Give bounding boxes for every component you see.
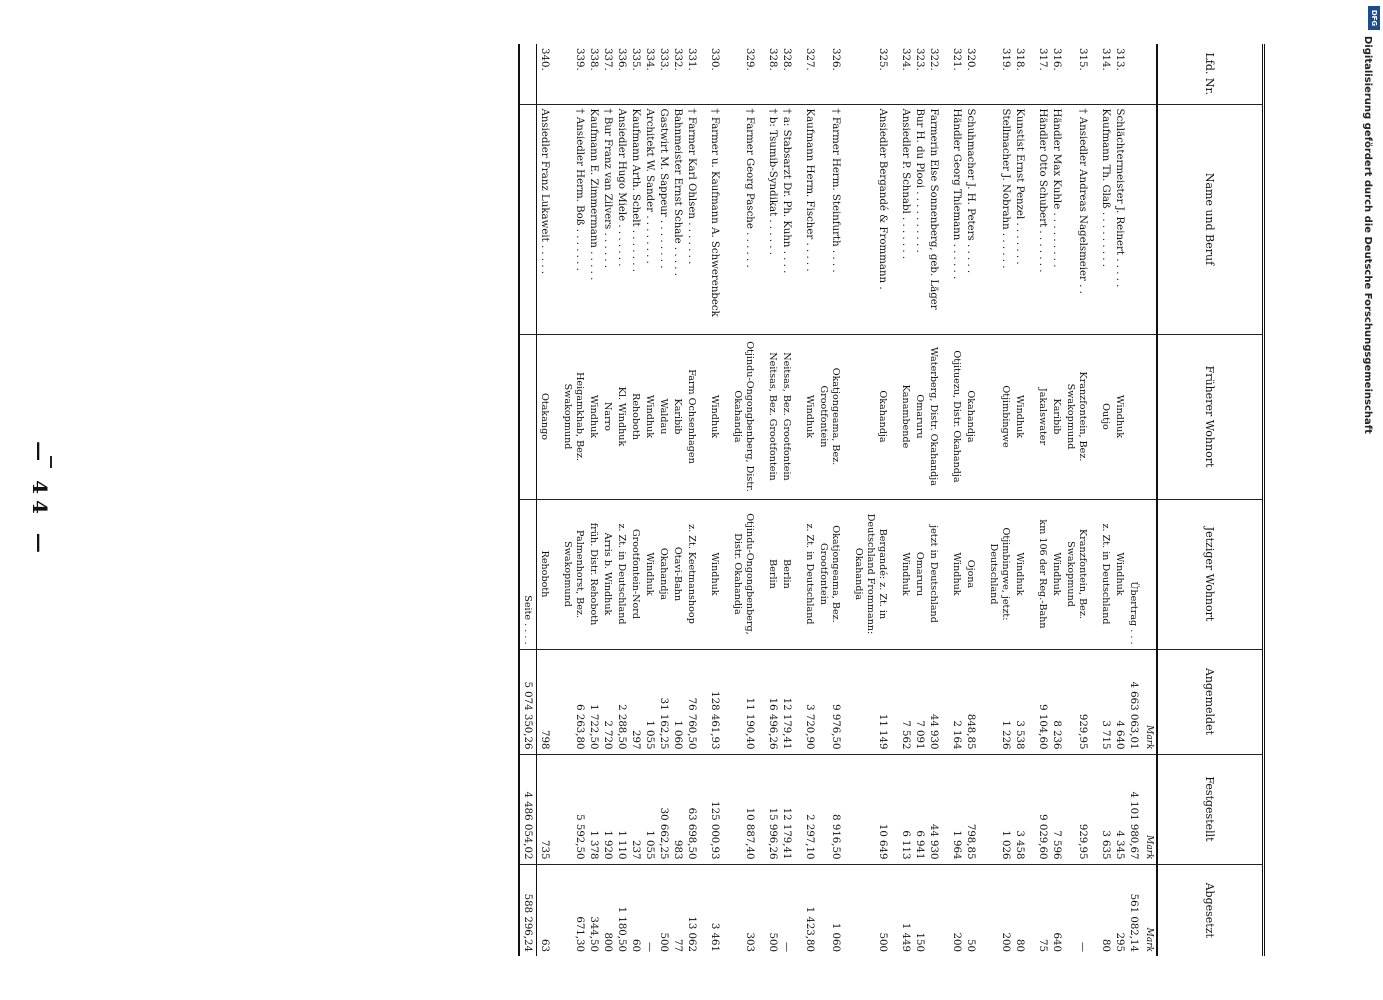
row-name: † Farmer Herm. Steinfurth . . . . bbox=[816, 104, 842, 334]
row-curr-residence: früh. Distr. Rehoboth bbox=[586, 499, 600, 649]
row-prev-residence: Karibib bbox=[670, 334, 684, 499]
table-row bbox=[963, 44, 977, 956]
row-abgesetzt: 50 bbox=[965, 939, 976, 952]
carry-angemeldet: 4 663 063,01 bbox=[1126, 649, 1140, 754]
sidebar-credit-text: Digitalisierung gefördert durch die Deutsche Forschungsgemeinschaft bbox=[1362, 36, 1373, 434]
row-prev-residence: Windhuk bbox=[1012, 334, 1026, 499]
row-prev-residence: Neitsas, Bez. Grootfontein bbox=[779, 334, 793, 499]
total-angemeldet: 5 074 350,26 bbox=[520, 649, 537, 754]
table-row bbox=[765, 44, 779, 956]
row-name: † Farmer Georg Pasche . . . . . . bbox=[730, 104, 756, 334]
row-abgesetzt: 1 449 bbox=[900, 922, 911, 952]
row-curr-residence: Windhuk bbox=[707, 499, 721, 649]
row-angemeldet: 12 179,41 bbox=[779, 649, 793, 754]
row-nr: 313. bbox=[1112, 44, 1126, 104]
row-festgestellt: 1 110 bbox=[614, 754, 628, 864]
row-festgestellt: 6 113 bbox=[898, 754, 912, 864]
row-nr: 322. bbox=[926, 44, 940, 104]
row-festgestellt: 63 698,50 bbox=[684, 754, 698, 864]
row-curr-residence: z. Zt. in Deutschland bbox=[614, 499, 628, 649]
row-name: † Farmer Karl Ohlsen . . . . . . . bbox=[684, 104, 698, 334]
table-row bbox=[912, 44, 926, 956]
row-angemeldet: 798 bbox=[537, 649, 552, 754]
row-name: Farmerin Else Sonnenberg, geb. Läger bbox=[926, 104, 940, 334]
row-nr: 324. bbox=[898, 44, 912, 104]
row-festgestellt: 15 996,26 bbox=[765, 754, 779, 864]
table-row bbox=[1063, 44, 1089, 956]
row-name: † Ansiedler Andreas Nagelsmeier . . bbox=[1063, 104, 1089, 334]
row-curr-residence: Otjimbingwe, jetzt: Deutschland bbox=[986, 499, 1012, 649]
row-prev-residence: Narro bbox=[600, 334, 614, 499]
row-name: † a: Stabsarzt Dr. Ph. Kuhn . . . . bbox=[779, 104, 793, 334]
ledger-table bbox=[520, 44, 1262, 956]
row-festgestellt: 1 920 bbox=[600, 754, 614, 864]
row-nr: 332. bbox=[670, 44, 684, 104]
row-nr: 339. bbox=[560, 44, 586, 104]
row-angemeldet: 929,95 bbox=[1063, 649, 1089, 754]
table-row bbox=[1035, 44, 1049, 956]
row-nr: 327. bbox=[802, 44, 816, 104]
ledger-frame bbox=[518, 44, 1265, 956]
header-prev-residence: Früherer Wohnort bbox=[1157, 334, 1262, 499]
row-angemeldet: 31 162,25 bbox=[656, 649, 670, 754]
row-curr-residence: Rehoboth bbox=[537, 499, 552, 649]
unit-row bbox=[1140, 44, 1157, 956]
row-angemeldet: 6 263,80 bbox=[560, 649, 586, 754]
row-angemeldet: 1 060 bbox=[670, 649, 684, 754]
carry-festgestellt: 4 101 980,67 bbox=[1126, 754, 1140, 864]
row-spacer bbox=[721, 44, 730, 956]
row-prev-residence: Otakango bbox=[537, 334, 552, 499]
row-abgesetzt: 77 bbox=[672, 939, 683, 952]
ledger-body bbox=[537, 44, 1158, 956]
row-festgestellt: 1 026 bbox=[986, 754, 1012, 864]
row-nr: 314. bbox=[1098, 44, 1112, 104]
row-curr-residence: Berlin bbox=[779, 499, 793, 649]
row-prev-residence: Windhuk bbox=[1112, 334, 1126, 499]
row-curr-residence: Okatjongeama, Bez. Grootfontein bbox=[816, 499, 842, 649]
row-nr: 321. bbox=[949, 44, 963, 104]
row-prev-residence: Kranzfontein, Bez. Swakopmund bbox=[1063, 334, 1089, 499]
row-prev-residence: Otjituezu, Distr. Okahandja bbox=[949, 334, 963, 499]
row-festgestellt: 798,85 bbox=[963, 754, 977, 864]
row-angemeldet: 16 496,26 bbox=[765, 649, 779, 754]
header-abgesetzt: Abgesetzt bbox=[1203, 882, 1217, 938]
table-row bbox=[730, 44, 756, 956]
row-festgestellt: 1 378 bbox=[586, 754, 600, 864]
row-curr-residence: z. Zt. in Deutschland bbox=[1098, 499, 1112, 649]
row-nr: 319. bbox=[986, 44, 1012, 104]
row-name: † b: Tsumib-Syndikat . . . . . . bbox=[765, 104, 779, 334]
row-name: Ansiedler Hugo Miele . . . . . . . bbox=[614, 104, 628, 334]
row-prev-residence: Windhuk bbox=[802, 334, 816, 499]
row-nr: 340. bbox=[537, 44, 552, 104]
row-abgesetzt: 80 bbox=[1100, 939, 1111, 952]
row-abgesetzt: 640 bbox=[1051, 932, 1062, 952]
row-angemeldet: 9 976,50 bbox=[816, 649, 842, 754]
row-angemeldet: 3 538 bbox=[1012, 649, 1026, 754]
row-prev-residence: Outjo bbox=[1098, 334, 1112, 499]
row-abgesetzt: 75 bbox=[1037, 939, 1048, 952]
row-abgesetzt: 800 bbox=[602, 932, 613, 952]
row-nr: 333. bbox=[656, 44, 670, 104]
row-festgestellt: 30 662,25 bbox=[656, 754, 670, 864]
row-prev-residence: Neitsas, Bez. Grootfontein bbox=[765, 334, 779, 499]
row-name: Stellmacher J. Nobrahn . . . . . . bbox=[986, 104, 1012, 334]
row-angemeldet: 1 722,50 bbox=[586, 649, 600, 754]
table-row bbox=[802, 44, 816, 956]
row-name: Kaufmann Herm. Fischer . . . . . bbox=[802, 104, 816, 334]
header-curr-residence: Jetziger Wohnort bbox=[1157, 499, 1262, 649]
row-name: Ansiedler Franz Lukaweit . . . . . bbox=[537, 104, 552, 334]
row-curr-residence: Otavi-Bahn bbox=[670, 499, 684, 649]
row-prev-residence: Okatjongeama, Bez. Grootfontein bbox=[816, 334, 842, 499]
table-row bbox=[898, 44, 912, 956]
table-row bbox=[851, 44, 889, 956]
row-angemeldet: 2 164 bbox=[949, 649, 963, 754]
row-nr: 320. bbox=[963, 44, 977, 104]
unit-angemeldet: Mark bbox=[1140, 649, 1157, 754]
row-angemeldet: 44 930 bbox=[926, 649, 940, 754]
table-row bbox=[600, 44, 614, 956]
row-spacer bbox=[793, 44, 802, 956]
row-name: Händler Otto Schubert . . . . . . . bbox=[1035, 104, 1049, 334]
row-prev-residence: Windhuk bbox=[642, 334, 656, 499]
row-angemeldet: 7 091 bbox=[912, 649, 926, 754]
row-spacer bbox=[756, 44, 765, 956]
row-curr-residence: Windhuk bbox=[642, 499, 656, 649]
table-row bbox=[1012, 44, 1026, 956]
header-festgestellt: Festgestellt bbox=[1157, 754, 1262, 864]
table-row bbox=[1098, 44, 1112, 956]
row-nr: 323. bbox=[912, 44, 926, 104]
table-row bbox=[537, 44, 552, 956]
table-row bbox=[986, 44, 1012, 956]
row-prev-residence: Okahandja bbox=[963, 334, 977, 499]
carry-abgesetzt: 561 082,14 bbox=[1128, 893, 1139, 952]
row-angemeldet: 76 760,50 bbox=[684, 649, 698, 754]
table-row bbox=[684, 44, 698, 956]
row-abgesetzt: 1 180,50 bbox=[616, 906, 627, 952]
total-label: Seite . . . . bbox=[520, 499, 537, 649]
row-nr: 326. bbox=[816, 44, 842, 104]
row-nr: 325. bbox=[851, 44, 889, 104]
row-festgestellt: 6 941 bbox=[912, 754, 926, 864]
header-angemeldet: Angemeldet bbox=[1157, 649, 1262, 754]
row-name: Händler Max Kuhle . . . . . . . . . bbox=[1049, 104, 1063, 334]
row-festgestellt: 3 458 bbox=[1012, 754, 1026, 864]
row-name: Gastwirt M. Sappeur . . . . . . . . bbox=[656, 104, 670, 334]
row-name: Schlächtermeister J. Reinert . . . . . bbox=[1112, 104, 1126, 334]
row-name: Kaufmann Arth. Schelt . . . . . . . bbox=[628, 104, 642, 334]
row-curr-residence: Okahandja bbox=[656, 499, 670, 649]
row-name: † Bur Franz van Zilvers . . . . . . bbox=[600, 104, 614, 334]
row-prev-residence: Okahandja bbox=[851, 334, 889, 499]
row-nr: 338. bbox=[586, 44, 600, 104]
row-prev-residence: Waldau bbox=[656, 334, 670, 499]
row-spacer bbox=[698, 44, 707, 956]
row-nr: 331. bbox=[684, 44, 698, 104]
table-row bbox=[1112, 44, 1126, 956]
row-festgestellt: 5 592,50 bbox=[560, 754, 586, 864]
row-name: Ansiedler Bergandé & Frommann . bbox=[851, 104, 889, 334]
row-spacer bbox=[940, 44, 949, 956]
header-nr: Lfd. Nr. bbox=[1157, 44, 1262, 104]
page-number-value: 44 bbox=[28, 480, 52, 520]
row-spacer bbox=[977, 44, 986, 956]
row-angemeldet: 3 720,90 bbox=[802, 649, 816, 754]
row-abgesetzt: 344,50 bbox=[588, 916, 599, 952]
row-prev-residence: Kl. Windhuk bbox=[614, 334, 628, 499]
page-number: — 44 — bbox=[28, 441, 52, 559]
row-festgestellt: 8 916,50 bbox=[816, 754, 842, 864]
row-nr: 315. bbox=[1063, 44, 1089, 104]
row-prev-residence: Jakalswater bbox=[1035, 334, 1049, 499]
row-curr-residence: Berlin bbox=[765, 499, 779, 649]
row-prev-residence: Otjimbingwe bbox=[986, 334, 1012, 499]
row-abgesetzt: 60 bbox=[630, 939, 641, 952]
table-row bbox=[779, 44, 793, 956]
row-name: Ansiedler P. Schnabl . . . . . . . bbox=[898, 104, 912, 334]
table-row bbox=[816, 44, 842, 956]
row-angemeldet: 3 715 bbox=[1098, 649, 1112, 754]
row-prev-residence: Windhuk bbox=[586, 334, 600, 499]
row-abgesetzt: 150 bbox=[914, 932, 925, 952]
row-name: Händler Georg Thiemann . . . . . . bbox=[949, 104, 963, 334]
row-curr-residence: Otjindu-Ongongbenberg, Distr. Okahandja bbox=[730, 499, 756, 649]
row-abgesetzt: 80 bbox=[1014, 939, 1025, 952]
row-nr: 318. bbox=[1012, 44, 1026, 104]
row-curr-residence: Grootfontein-Nord bbox=[628, 499, 642, 649]
row-angemeldet: 11 190,40 bbox=[730, 649, 756, 754]
row-abgesetzt: 1 060 bbox=[830, 922, 841, 952]
row-nr: 330. bbox=[707, 44, 721, 104]
row-curr-residence: Ojona bbox=[963, 499, 977, 649]
row-festgestellt: 12 179,41 bbox=[779, 754, 793, 864]
row-name: Kaufmann Th. Glaß . . . . . . . . . bbox=[1098, 104, 1112, 334]
row-angemeldet: 2 720 bbox=[600, 649, 614, 754]
row-nr: 317. bbox=[1035, 44, 1049, 104]
row-name: Kaufmann E. Zimmermann . . . . . bbox=[586, 104, 600, 334]
row-abgesetzt: 3 461 bbox=[709, 922, 720, 952]
row-angemeldet: 297 bbox=[628, 649, 642, 754]
row-curr-residence: Omaruru bbox=[912, 499, 926, 649]
row-festgestellt: 983 bbox=[670, 754, 684, 864]
row-spacer bbox=[551, 44, 560, 956]
row-abgesetzt: 13 062 bbox=[686, 916, 697, 952]
row-curr-residence: Palmenhorst, Bez. Swakopmund bbox=[560, 499, 586, 649]
row-curr-residence: jetzt in Deutschland bbox=[926, 499, 940, 649]
row-curr-residence: z. Zt. in Deutschland bbox=[802, 499, 816, 649]
row-name: † Ansiedler Herm. Boß . . . . . . . bbox=[560, 104, 586, 334]
row-angemeldet: 9 104,60 bbox=[1035, 649, 1049, 754]
row-angemeldet: 4 640 bbox=[1112, 649, 1126, 754]
row-abgesetzt: 671,30 bbox=[574, 916, 585, 952]
row-name: Bur H. du Plooi . . . . . . . . . . bbox=[912, 104, 926, 334]
row-prev-residence: Otjindu-Ongongbenberg, Distr. Okahandja bbox=[730, 334, 756, 499]
row-nr: 328. bbox=[779, 44, 793, 104]
row-festgestellt: 125 000,93 bbox=[707, 754, 721, 864]
row-festgestellt: 237 bbox=[628, 754, 642, 864]
row-abgesetzt bbox=[926, 864, 940, 956]
row-prev-residence: Rehoboth bbox=[628, 334, 642, 499]
row-festgestellt: 3 635 bbox=[1098, 754, 1112, 864]
row-curr-residence: Windhuk bbox=[1049, 499, 1063, 649]
row-angemeldet: 848,85 bbox=[963, 649, 977, 754]
table-row bbox=[926, 44, 940, 956]
row-festgestellt: 1 964 bbox=[949, 754, 963, 864]
row-festgestellt: 2 297,10 bbox=[802, 754, 816, 864]
table-row bbox=[670, 44, 684, 956]
row-abgesetzt: 500 bbox=[767, 932, 778, 952]
row-curr-residence: Windhuk bbox=[898, 499, 912, 649]
row-abgesetzt: 295 bbox=[1114, 932, 1125, 952]
table-row bbox=[656, 44, 670, 956]
row-festgestellt: 4 345 bbox=[1112, 754, 1126, 864]
row-festgestellt: 7 596 bbox=[1049, 754, 1063, 864]
unit-abgesetzt: Mark bbox=[1144, 927, 1154, 952]
unit-festgestellt: Mark bbox=[1140, 754, 1157, 864]
row-curr-residence: Windhuk bbox=[1112, 499, 1126, 649]
row-name: Kunstist Ernst Penzel . . . . . . . bbox=[1012, 104, 1026, 334]
row-curr-residence: Kranzfontein, Bez. Swakopmund bbox=[1063, 499, 1089, 649]
row-festgestellt: 10 649 bbox=[851, 754, 889, 864]
row-abgesetzt: 200 bbox=[951, 932, 962, 952]
row-nr: 335. bbox=[628, 44, 642, 104]
carry-row bbox=[1126, 44, 1140, 956]
row-angemeldet: 1 055 bbox=[642, 649, 656, 754]
carry-label: Übertrag . . . bbox=[1126, 499, 1140, 649]
row-angemeldet: 2 288,50 bbox=[614, 649, 628, 754]
row-name: Bahnmeister Ernst Schale . . . . . bbox=[670, 104, 684, 334]
row-abgesetzt: — bbox=[644, 941, 655, 952]
table-row bbox=[949, 44, 963, 956]
row-abgesetzt: 500 bbox=[658, 932, 669, 952]
row-abgesetzt: 500 bbox=[877, 932, 888, 952]
row-nr: 334. bbox=[642, 44, 656, 104]
total-row bbox=[520, 44, 537, 956]
row-angemeldet: 1 226 bbox=[986, 649, 1012, 754]
header-name: Name und Beruf bbox=[1157, 104, 1262, 334]
row-spacer bbox=[1026, 44, 1035, 956]
row-nr: 316. bbox=[1049, 44, 1063, 104]
table-row bbox=[560, 44, 586, 956]
row-abgesetzt: — bbox=[781, 941, 792, 952]
row-festgestellt: 1 055 bbox=[642, 754, 656, 864]
row-festgestellt: 929,95 bbox=[1063, 754, 1089, 864]
row-angemeldet: 8 236 bbox=[1049, 649, 1063, 754]
row-prev-residence: Heigamkhab, Bez. Swakopmund bbox=[560, 334, 586, 499]
row-nr: 336. bbox=[614, 44, 628, 104]
row-festgestellt: 44 930 bbox=[926, 754, 940, 864]
row-prev-residence: Waterberg, Distr. Okahandja bbox=[926, 334, 940, 499]
table-row bbox=[1049, 44, 1063, 956]
table-row bbox=[628, 44, 642, 956]
row-angemeldet: 11 149 bbox=[851, 649, 889, 754]
row-nr: 328. bbox=[765, 44, 779, 104]
table-row bbox=[586, 44, 600, 956]
row-curr-residence: Arris b. Windhuk bbox=[600, 499, 614, 649]
row-spacer bbox=[889, 44, 898, 956]
row-curr-residence: km 106 der Reg.-Bahn bbox=[1035, 499, 1049, 649]
row-name: Schuhmacher J. H. Peters . . . . . bbox=[963, 104, 977, 334]
dfg-logo-icon: DFG bbox=[1368, 6, 1380, 30]
row-festgestellt: 10 887,40 bbox=[730, 754, 756, 864]
row-prev-residence: Farm Ochsenhagen bbox=[684, 334, 698, 499]
table-row bbox=[642, 44, 656, 956]
ledger-page bbox=[85, 44, 1265, 956]
row-abgesetzt: 200 bbox=[1000, 932, 1011, 952]
row-abgesetzt: 63 bbox=[539, 939, 550, 952]
row-spacer bbox=[842, 44, 851, 956]
row-name: Architekt W. Sander . . . . . . . . bbox=[642, 104, 656, 334]
row-abgesetzt: 1 423,80 bbox=[804, 906, 815, 952]
row-prev-residence: Windhuk bbox=[707, 334, 721, 499]
row-curr-residence: z. Zt. Keetmanshoop bbox=[684, 499, 698, 649]
row-festgestellt: 735 bbox=[537, 754, 552, 864]
row-nr: 337. bbox=[600, 44, 614, 104]
row-curr-residence: Windhuk bbox=[1012, 499, 1026, 649]
row-festgestellt: 9 029,60 bbox=[1035, 754, 1049, 864]
row-prev-residence: Omaruru bbox=[912, 334, 926, 499]
row-spacer bbox=[1089, 44, 1098, 956]
row-abgesetzt: — bbox=[1077, 941, 1088, 952]
row-angemeldet: 7 562 bbox=[898, 649, 912, 754]
row-abgesetzt: 303 bbox=[744, 932, 755, 952]
row-prev-residence: Karibib bbox=[1049, 334, 1063, 499]
row-curr-residence: Windhuk bbox=[949, 499, 963, 649]
total-abgesetzt: 588 296,24 bbox=[520, 864, 537, 956]
row-curr-residence: Bergandé: z. Zt. in Deutschland Frommann: Okahandja bbox=[851, 499, 889, 649]
table-header-row bbox=[1157, 44, 1262, 956]
row-nr: 329. bbox=[730, 44, 756, 104]
table-row bbox=[614, 44, 628, 956]
row-name: † Farmer u. Kaufmann A. Schwerenbeck bbox=[707, 104, 721, 334]
table-row bbox=[707, 44, 721, 956]
row-prev-residence: Kanambende bbox=[898, 334, 912, 499]
row-angemeldet: 128 461,93 bbox=[707, 649, 721, 754]
total-festgestellt: 4 486 054,02 bbox=[520, 754, 537, 864]
